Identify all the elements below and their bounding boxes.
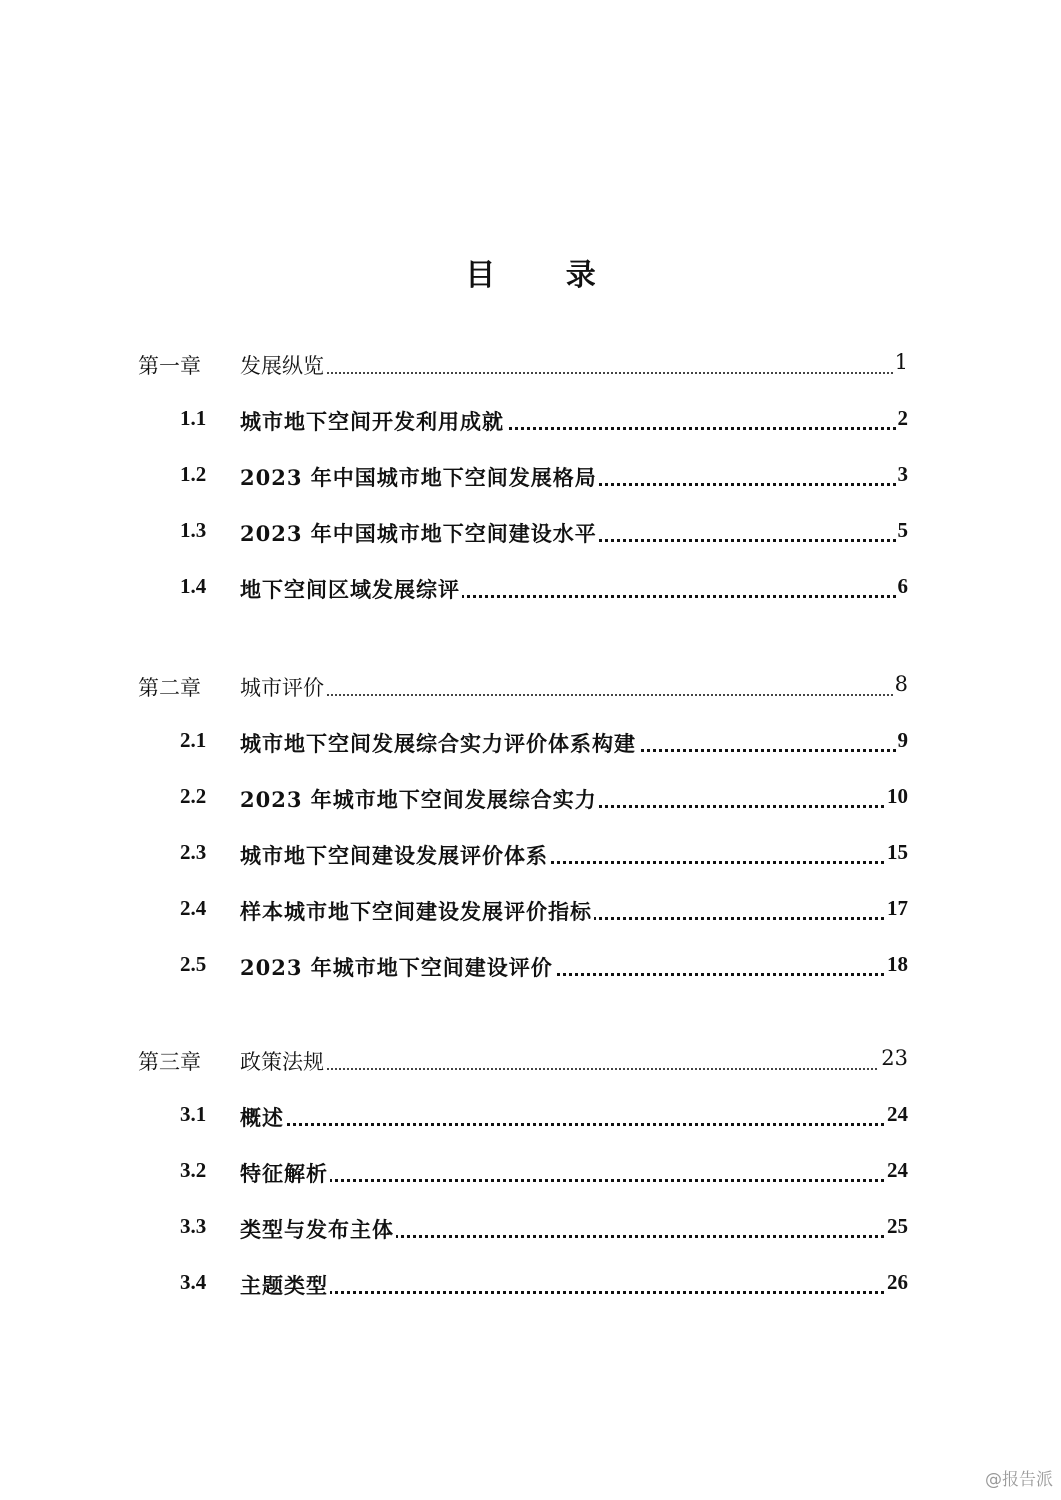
page-number: 23 — [881, 1046, 908, 1070]
page-number: 24 — [887, 1158, 908, 1182]
toc-section-2-1[interactable] — [0, 728, 1061, 758]
dot-leader — [240, 372, 901, 374]
section-number: 3.1 — [180, 1102, 207, 1126]
dot-leader — [240, 694, 901, 696]
page-number: 2 — [897, 406, 908, 430]
chapter-title: 政策法规 — [240, 1046, 326, 1076]
page-number: 9 — [897, 728, 908, 752]
chapter-title: 城市评价 — [240, 672, 326, 702]
page-number: 8 — [894, 672, 908, 696]
toc-chapter-1[interactable] — [0, 350, 1061, 380]
toc-section-1-2[interactable] — [0, 462, 1061, 492]
toc-section-3-1[interactable] — [0, 1102, 1061, 1132]
section-title: 特征解析 — [240, 1158, 330, 1188]
toc-section-3-3[interactable] — [0, 1214, 1061, 1244]
chapter-title: 发展纵览 — [240, 350, 326, 380]
toc-section-2-3[interactable] — [0, 840, 1061, 870]
section-title: 样本城市地下空间建设发展评价指标 — [240, 896, 594, 926]
section-number: 2.2 — [180, 784, 207, 808]
dot-leader — [240, 1068, 901, 1070]
page-number: 6 — [897, 574, 908, 598]
toc-section-2-4[interactable] — [0, 896, 1061, 926]
section-number: 2.4 — [180, 896, 207, 920]
chapter-number: 第一章 — [138, 354, 201, 378]
dot-leader — [240, 1123, 901, 1126]
chapter-number: 第三章 — [138, 1050, 201, 1074]
section-title: 城市地下空间开发利用成就 — [240, 406, 506, 436]
section-number: 2.3 — [180, 840, 207, 864]
toc-section-1-1[interactable] — [0, 406, 1061, 436]
watermark — [985, 1465, 1053, 1490]
section-number: 3.2 — [180, 1158, 207, 1182]
section-number: 1.2 — [180, 462, 207, 486]
chapter-number: 第二章 — [138, 676, 201, 700]
section-number: 2.1 — [180, 728, 207, 752]
dot-leader — [240, 1179, 901, 1182]
page-number: 18 — [887, 952, 908, 976]
page-number: 25 — [887, 1214, 908, 1238]
toc-chapter-2[interactable] — [0, 672, 1061, 702]
toc-section-3-4[interactable] — [0, 1270, 1061, 1300]
page-number: 24 — [887, 1102, 908, 1126]
section-title: 地下空间区域发展综评 — [240, 574, 462, 604]
section-number: 3.4 — [180, 1270, 207, 1294]
toc-section-2-2[interactable] — [0, 784, 1061, 814]
toc-section-2-5[interactable] — [0, 952, 1061, 982]
section-title: 城市地下空间建设发展评价体系 — [240, 840, 550, 870]
toc-section-1-4[interactable] — [0, 574, 1061, 604]
page-title: 目 录 — [465, 258, 626, 293]
section-title: 概述 — [240, 1102, 286, 1132]
section-title: 2023 年城市地下空间发展综合实力 — [240, 784, 599, 814]
page-number: 1 — [894, 350, 908, 374]
section-title: 2023 年中国城市地下空间发展格局 — [240, 462, 599, 492]
page-number: 15 — [887, 840, 908, 864]
section-number: 1.4 — [180, 574, 207, 598]
toc-section-1-3[interactable] — [0, 518, 1061, 548]
section-title: 城市地下空间发展综合实力评价体系构建 — [240, 728, 638, 758]
section-title: 2023 年中国城市地下空间建设水平 — [240, 518, 599, 548]
page-number: 10 — [887, 784, 908, 808]
section-number: 2.5 — [180, 952, 207, 976]
page-number: 3 — [897, 462, 908, 486]
toc-chapter-3[interactable] — [0, 1046, 1061, 1076]
section-title: 类型与发布主体 — [240, 1214, 396, 1244]
section-title: 2023 年城市地下空间建设评价 — [240, 952, 555, 982]
toc-section-3-2[interactable] — [0, 1158, 1061, 1188]
section-number: 1.1 — [180, 406, 207, 430]
dot-leader — [240, 1291, 901, 1294]
page-number: 17 — [887, 896, 908, 920]
page-number: 5 — [897, 518, 908, 542]
section-title: 主题类型 — [240, 1270, 330, 1300]
page-number: 26 — [887, 1270, 908, 1294]
section-number: 1.3 — [180, 518, 207, 542]
watermark-text: @报告派 — [985, 1470, 1053, 1490]
section-number: 3.3 — [180, 1214, 207, 1238]
